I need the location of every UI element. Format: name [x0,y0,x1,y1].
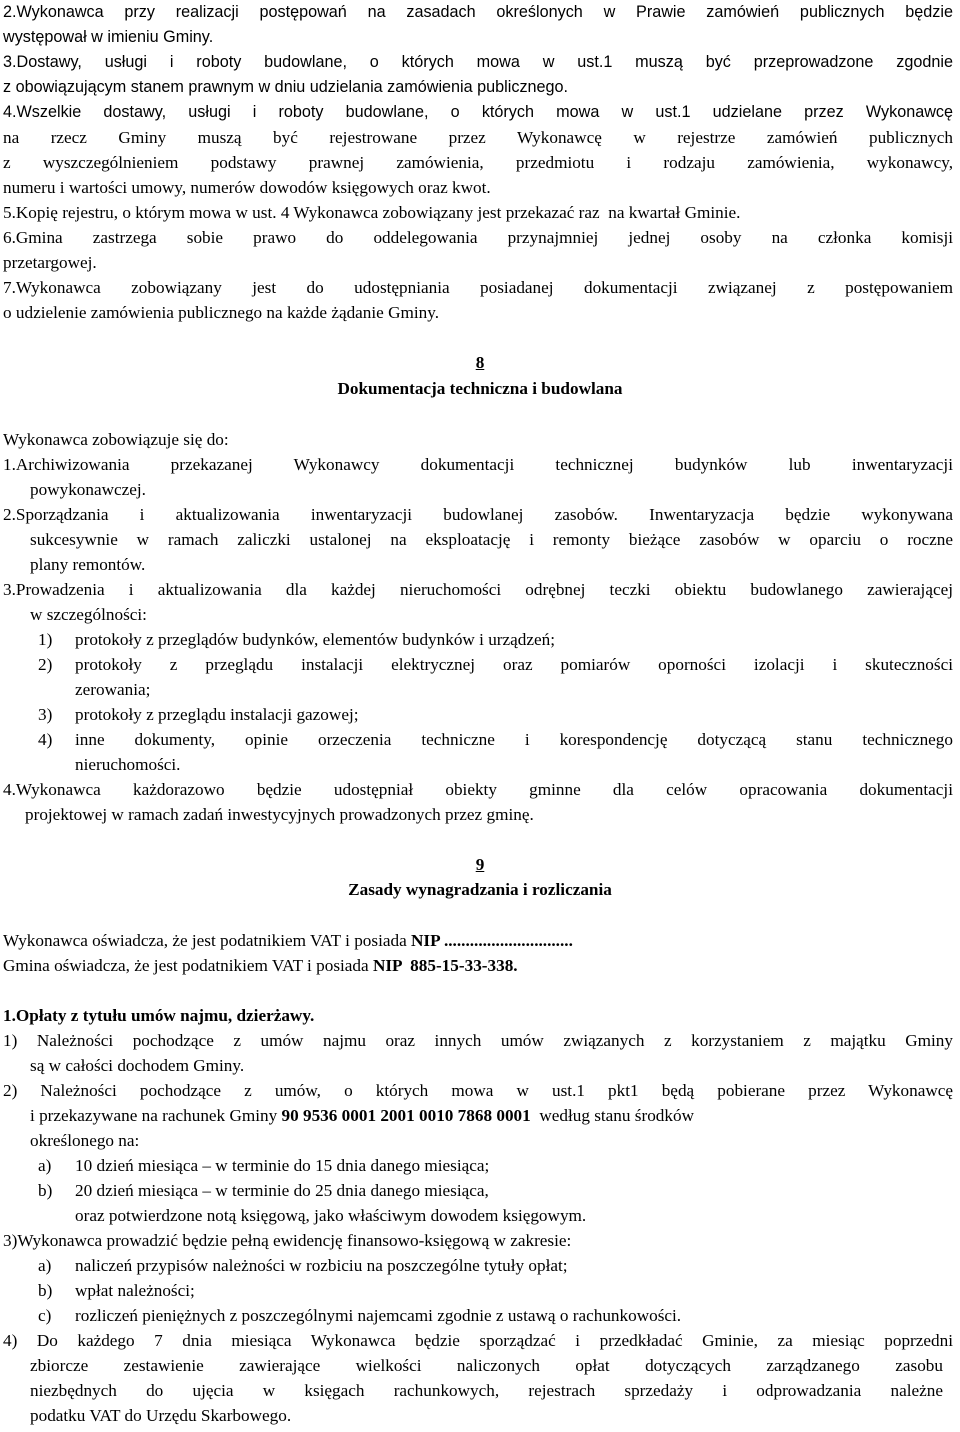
nip-gmina-value: NIP 885-15-33-338. [372,956,518,975]
section-8-number: 8 [475,353,485,372]
ledger-c-text: rozliczeń pieniężnych z poszczególnymi najemcami zgodnie z ustawą o rachunkowości. [75,1306,682,1325]
nip-gmina-text: Gmina oświadcza, że jest podatnikiem VAT i posiada [3,956,373,975]
s8-sub-1-text: protokoły z przeglądów budynków, elementów budynków i urządzeń; [75,630,556,649]
fees-item-3: 3)Wykonawca prowadzić będzie pełną ewidencję finansowo-księgową w zakresie: [3,1231,572,1250]
fees-item-2-line-1: 2) Należności pochodzące z umów, o których mowa w ust.1 pkt1 będą pobierane przez Wykonawcę [3,1081,953,1100]
para-2-line-2: występował w imieniu Gminy. [3,28,214,46]
s8-item-4-line-1: 4.Wykonawca każdorazowo będzie udostępniał obiekty gminne dla celów opracowania dokumentacji [3,780,953,799]
s8-sub-2-marker: 2) [38,655,53,674]
para-6-line-2: przetargowej. [3,253,97,272]
s8-item-3-line-1: 3.Prowadzenia i aktualizowania dla każdej nieruchomości odrębnej teczki obiektu budowlanego zawierającej [3,580,953,599]
s8-sub-4-line-1: inne dokumenty, opinie orzeczenia techniczne i korespondencję dotyczącą stanu technicznego [75,730,953,749]
para-4-line-4: numeru i wartości umowy, numerów dowodów księgowych oraz kwot. [3,178,491,197]
para-4-line-3: z wyszczególnieniem podstawy prawnej zamówienia, przedmiotu i rodzaju zamówienia, wykonawcy, [3,153,953,172]
ledger-a-marker: a) [38,1256,52,1275]
para-7-line-2: o udzielenie zamówienia publicznego na każde żądanie Gminy. [3,303,440,322]
fees-b-continuation: oraz potwierdzone notą księgową, jako właściwym dowodem księgowym. [75,1206,587,1225]
fees-item-2-line-2 [30,1103,694,1128]
s8-sub-2-line-2: zerowania; [75,680,151,699]
ledger-c-marker: c) [38,1306,52,1325]
fees-b-marker: b) [38,1181,53,1200]
nip-gmina-line [3,953,518,978]
para-4-line-1: 4.Wszelkie dostawy, usługi i roboty budowlane, o których mowa w ust.1 udzielane przez Wykonawcę [3,103,953,121]
ledger-b-marker: b) [38,1281,53,1300]
fees-item-4-line-1: 4) Do każdego 7 dnia miesiąca Wykonawca będzie sporządzać i przedkładać Gminie, za miesiąc poprzedni [3,1331,953,1350]
s8-item-2-line-2: sukcesywnie w ramach zaliczki ustalonej na eksploatację i remonty bieżące zasobów w oparciu o roczne [30,530,953,549]
fees-item-4-line-3: niezbędnych do ujęcia w księgach rachunkowych, rejestrach sprzedaży i odprowadzania należne [30,1381,943,1400]
s8-item-2-line-1: 2.Sporządzania i aktualizowania inwentaryzacji budowlanej zasobów. Inwentaryzacja będzie wykonywana [3,505,953,524]
s8-item-4-line-2: projektowej w ramach zadań inwestycyjnych prowadzonych przez gminę. [25,805,534,824]
section-9-number: 9 [475,855,485,874]
s8-sub-3-text: protokoły z przeglądu instalacji gazowej; [75,705,359,724]
fees-item-2-line-3: określonego na: [30,1131,140,1150]
s8-sub-2-line-1: protokoły z przeglądu instalacji elektrycznej oraz pomiarów oporności izolacji i skuteczności [75,655,953,674]
ledger-b-text: wpłat należności; [75,1281,195,1300]
s8-sub-3-marker: 3) [38,705,53,724]
nip-contractor-value: NIP .............................. [411,931,573,950]
s8-item-1-line-1: 1.Archiwizowania przekazanej Wykonawcy dokumentacji technicznej budynków lub inwentaryzacji [3,455,953,474]
s8-sub-4-line-2: nieruchomości. [75,755,181,774]
account-suffix: według stanu środków [530,1106,694,1125]
bank-account-number: 90 9536 0001 2001 0010 7868 0001 [281,1106,531,1125]
para-3-line-2: z obowiązującym stanem prawnym w dniu udzielania zamówienia publicznego. [3,78,569,96]
fees-a-marker: a) [38,1156,52,1175]
s8-sub-1-marker: 1) [38,630,53,649]
account-prefix: i przekazywane na rachunek Gminy [30,1106,282,1125]
para-6-line-1: 6.Gmina zastrzega sobie prawo do oddelegowania przynajmniej jednej osoby na członka komisji [3,228,953,247]
section-8-intro: Wykonawca zobowiązuje się do: [3,430,229,449]
s8-item-3-line-2: w szczególności: [30,605,147,624]
para-7-line-1: 7.Wykonawca zobowiązany jest do udostępniania posiadanej dokumentacji związanej z postępowaniem [3,278,953,297]
nip-contractor-line [3,928,573,953]
para-5: 5.Kopię rejestru, o którym mowa w ust. 4 Wykonawca zobowiązany jest przekazać raz na kwartał Gminie. [3,203,741,222]
fees-item-4-line-2: zbiorcze zestawienie zawierające wielkości naliczonych opłat dotyczących zarządzanego zasobu [30,1356,943,1375]
para-2-line-1: 2.Wykonawca przy realizacji postępowań na zasadach określonych w Prawie zamówień publicznych będzie [3,3,953,21]
s8-item-1-line-2: powykonawczej. [30,480,146,499]
fees-item-4-line-4: podatku VAT do Urzędu Skarbowego. [30,1406,292,1425]
para-4-line-2: na rzecz Gminy muszą być rejestrowane przez Wykonawcę w rejestrze zamówień publicznych [3,128,953,147]
para-3-line-1: 3.Dostawy, usługi i roboty budowlane, o których mowa w ust.1 muszą być przeprowadzone zgodnie [3,53,953,71]
section-8-title: Dokumentacja techniczna i budowlana [337,379,623,398]
ledger-a-text: naliczeń przypisów należności w rozbiciu na poszczególne tytuły opłat; [75,1256,568,1275]
s8-sub-4-marker: 4) [38,730,53,749]
section-9-title: Zasady wynagradzania i rozliczania [348,880,612,899]
nip-contractor-text: Wykonawca oświadcza, że jest podatnikiem VAT i posiada [3,931,412,950]
subsection-heading-fees: 1.Opłaty z tytułu umów najmu, dzierżawy. [3,1006,315,1025]
fees-item-1-line-1: 1) Należności pochodzące z umów najmu oraz innych umów związanych z korzystaniem z majątku Gminy [3,1031,953,1050]
fees-b-text: 20 dzień miesiąca – w terminie do 25 dnia danego miesiąca, [75,1181,489,1200]
s8-item-2-line-3: plany remontów. [30,555,146,574]
fees-a-text: 10 dzień miesiąca – w terminie do 15 dnia danego miesiąca; [75,1156,490,1175]
fees-item-1-line-2: są w całości dochodem Gminy. [30,1056,245,1075]
